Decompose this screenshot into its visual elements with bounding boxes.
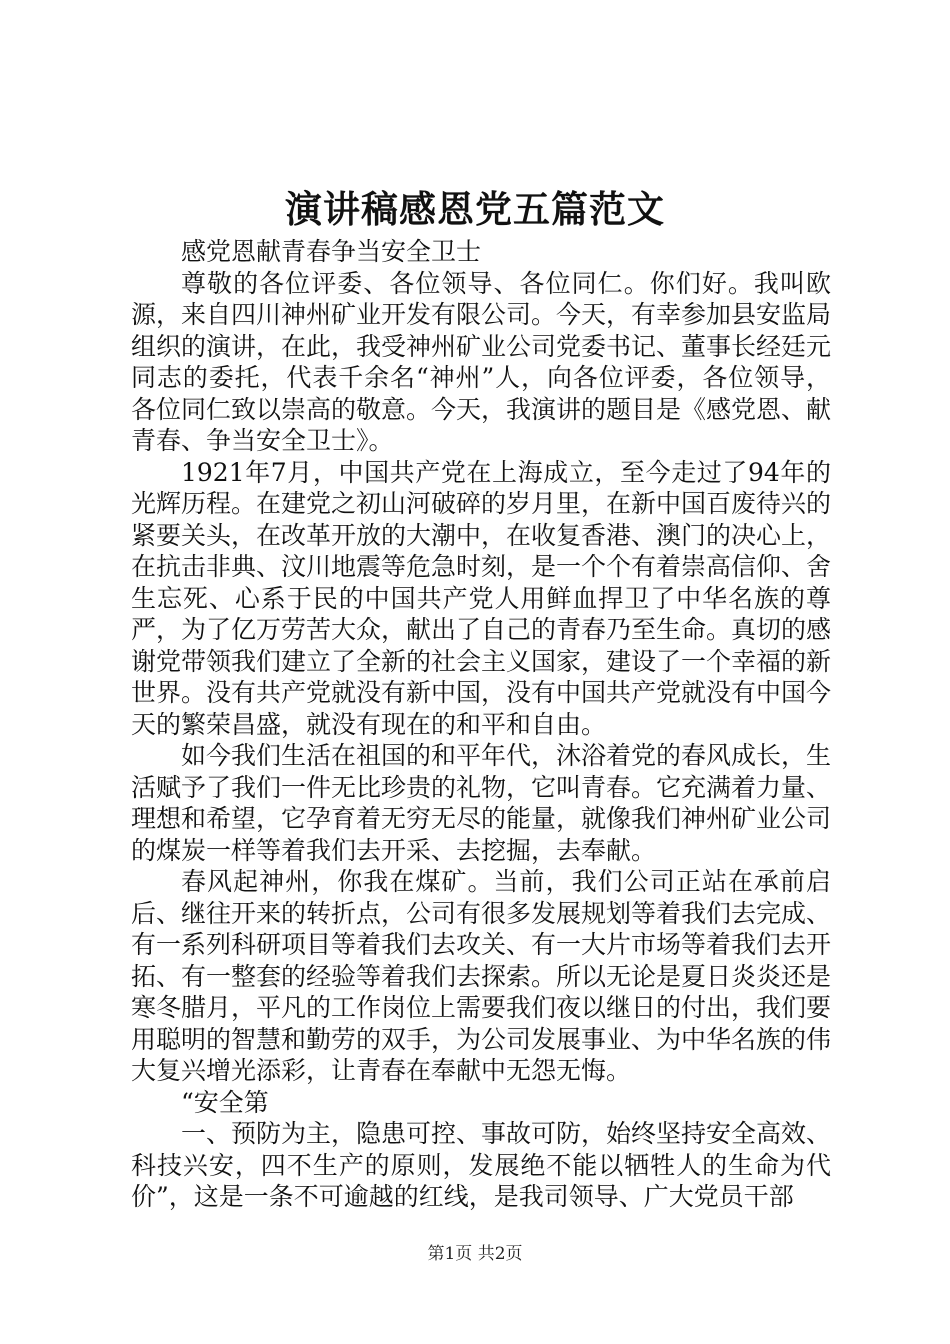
body-paragraph: 尊敬的各位评委、各位领导、各位同仁。你们好。我叫欧源，来自四川神州矿业开发有限公司。今天，有幸参加县安监局组织的演讲，在此，我受神州矿业公司党委书记、董事长经廷元同志的委托，代表千余名“神州”人，向各位评委，各位领导，各位同仁致以崇高的敬意。今天，我演讲的题目是《感党恩、献青春、争当安全卫士》。	[131, 268, 832, 455]
body-paragraph: 春风起神州，你我在煤矿。当前，我们公司正站在承前启后、继往开来的转折点，公司有很多发展规划等着我们去完成、有一系列科研项目等着我们去攻关、有一大片市场等着我们去开拓、有一整套的经验等着我们去探索。所以无论是夏日炎炎还是寒冬腊月，平凡的工作岗位上需要我们夜以继日的付出，我们要用聪明的智慧和勤劳的双手，为公司发展事业、为中华名族的伟大复兴增光添彩，让青春在奉献中无怨无悔。	[131, 867, 832, 1085]
body-paragraph: 一、预防为主，隐患可控、事故可防，始终坚持安全高效、科技兴安，四不生产的原则，发展绝不能以牺牲人的生命为代价”，这是一条不可逾越的红线，是我司领导、广大党员干部	[131, 1119, 832, 1211]
speech-subtitle: 感党恩献青春争当安全卫士	[181, 237, 482, 266]
body-paragraph: “安全第	[181, 1087, 269, 1117]
document-title: 演讲稿感恩党五篇范文	[285, 187, 665, 231]
document-body	[131, 236, 831, 1213]
body-paragraph: 1921年7月，中国共产党在上海成立，至今走过了94年的光辉历程。在建党之初山河破碎的岁月里，在新中国百废待兴的紧要关头，在改革开放的大潮中，在收复香港、澳门的决心上，在抗击非典、汶川地震等危急时刻，是一个个有着崇高信仰、舍生忘死、心系于民的中国共产党人用鲜血捍卫了中华名族的尊严，为了亿万劳苦大众，献出了自己的青春乃至生命。真切的感谢党带领我们建立了全新的社会主义国家，建设了一个幸福的新世界。没有共产党就没有新中国，没有中国共产党就没有中国今天的繁荣昌盛，就没有现在的和平和自由。	[131, 457, 832, 739]
body-paragraph: 如今我们生活在祖国的和平年代，沐浴着党的春风成长，生活赋予了我们一件无比珍贵的礼物，它叫青春。它充满着力量、理想和希望，它孕育着无穷无尽的能量，就像我们神州矿业公司的煤炭一样等着我们去开采、去挖掘，去奉献。	[131, 741, 832, 865]
page-footer: 第1页 共2页	[427, 1244, 523, 1264]
